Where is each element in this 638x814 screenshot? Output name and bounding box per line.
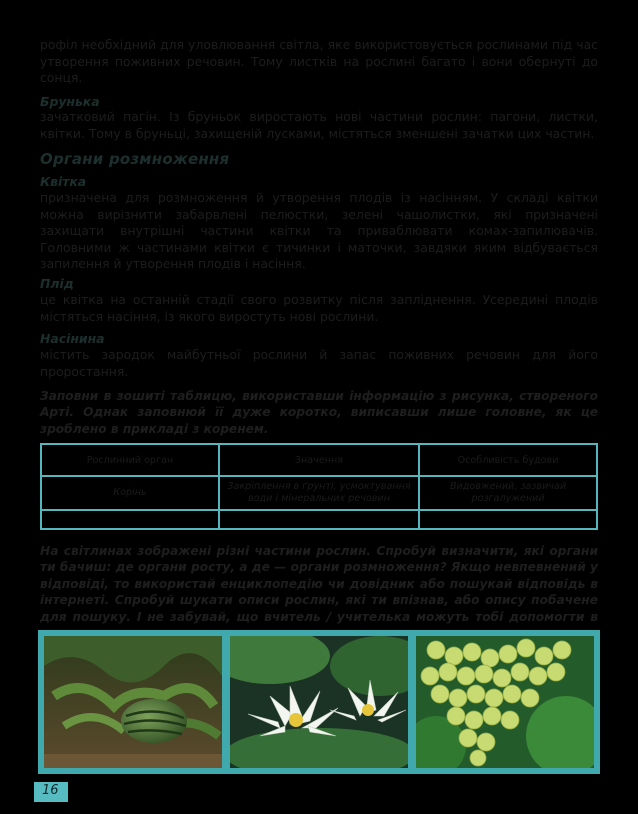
grapes-photo bbox=[416, 636, 594, 768]
table-header-row bbox=[41, 444, 597, 476]
table-row bbox=[41, 476, 597, 510]
photos-task: На світлинах зображені різні частини рослин. Спробуй визначити, які органи ти бачиш: де органи росту, а де — органи розмноження? Якщо невпевнений у відповіді, то використай енциклопедію чи довідник або пошукай відповідь в інтернеті. Спробуй шукати описи рослин, які ти впізнав, або опису побачене для пошуку. І не забувай, що вчитель / учителька можуть тобі допомогти в bbox=[40, 544, 598, 624]
seed-description: містить зародок майбутньої рослини й запас поживних речовин для його проростання. bbox=[40, 347, 598, 379]
table-header: Рослинний орган bbox=[41, 444, 219, 476]
table-cell bbox=[41, 510, 219, 529]
table-cell bbox=[419, 510, 597, 529]
water-lily-photo bbox=[230, 636, 408, 768]
table-task: Заповни в зошиті таблицю, використавши інформацію з рисунка, створеного Арті. Однак заповнюй її дуже коротко, виписавши лише головне, як це зроблено в прикладі з коренем. bbox=[40, 389, 598, 436]
page-number-badge bbox=[34, 782, 68, 802]
term-fruit: Плід bbox=[40, 276, 74, 291]
section-title: Органи розмноження bbox=[40, 150, 230, 168]
table-cell: Корінь bbox=[41, 476, 219, 510]
intro-paragraph: рофіл необхідний для уловлювання світла, яке використовується рослинами під час утворення поживних речовин. Тому листків на рослині багато і вони обернуті до сонця. bbox=[40, 37, 598, 86]
watermelon-photo bbox=[44, 636, 222, 768]
photo-strip bbox=[38, 630, 600, 774]
flower-description: призначена для розмноження й утворення плодів із насінням. У складі квітки можна вирізнити забарвлені пелюстки, зелені чашолистки, які призначені захищати внутрішні частини квітки та приваблювати комах-запилювачів. Головними ж частинами квітки є тичинки і маточки, завдяки яким відбувається запилення й утворення плодів і насіння. bbox=[40, 190, 598, 272]
table-cell: Видовжений, зазвичай розгалужений bbox=[419, 476, 597, 510]
term-bud: Брунька bbox=[40, 94, 100, 109]
table-header: Значення bbox=[219, 444, 419, 476]
term-flower: Квітка bbox=[40, 174, 87, 189]
page-number: 16 bbox=[42, 783, 59, 798]
bud-description: зачатковий пагін. Із бруньок виростають нові частини рослин: пагони, листки, квітки. Тому в бруньці, захищеній лусками, містяться зменшені зачатки цих частин. bbox=[40, 109, 598, 141]
organs-table bbox=[40, 443, 598, 530]
table-header: Особливість будови bbox=[419, 444, 597, 476]
table-cell: Закріплення в ґрунті, усмоктування води і мінеральних речовин bbox=[219, 476, 419, 510]
table-cell bbox=[219, 510, 419, 529]
fruit-description: це квітка на останній стадії свого розвитку після запліднення. Усередині плодів містяться насіння, із якого виростуть нові рослини. bbox=[40, 292, 598, 324]
term-seed: Насінина bbox=[40, 331, 105, 346]
table-row-empty bbox=[41, 510, 597, 529]
